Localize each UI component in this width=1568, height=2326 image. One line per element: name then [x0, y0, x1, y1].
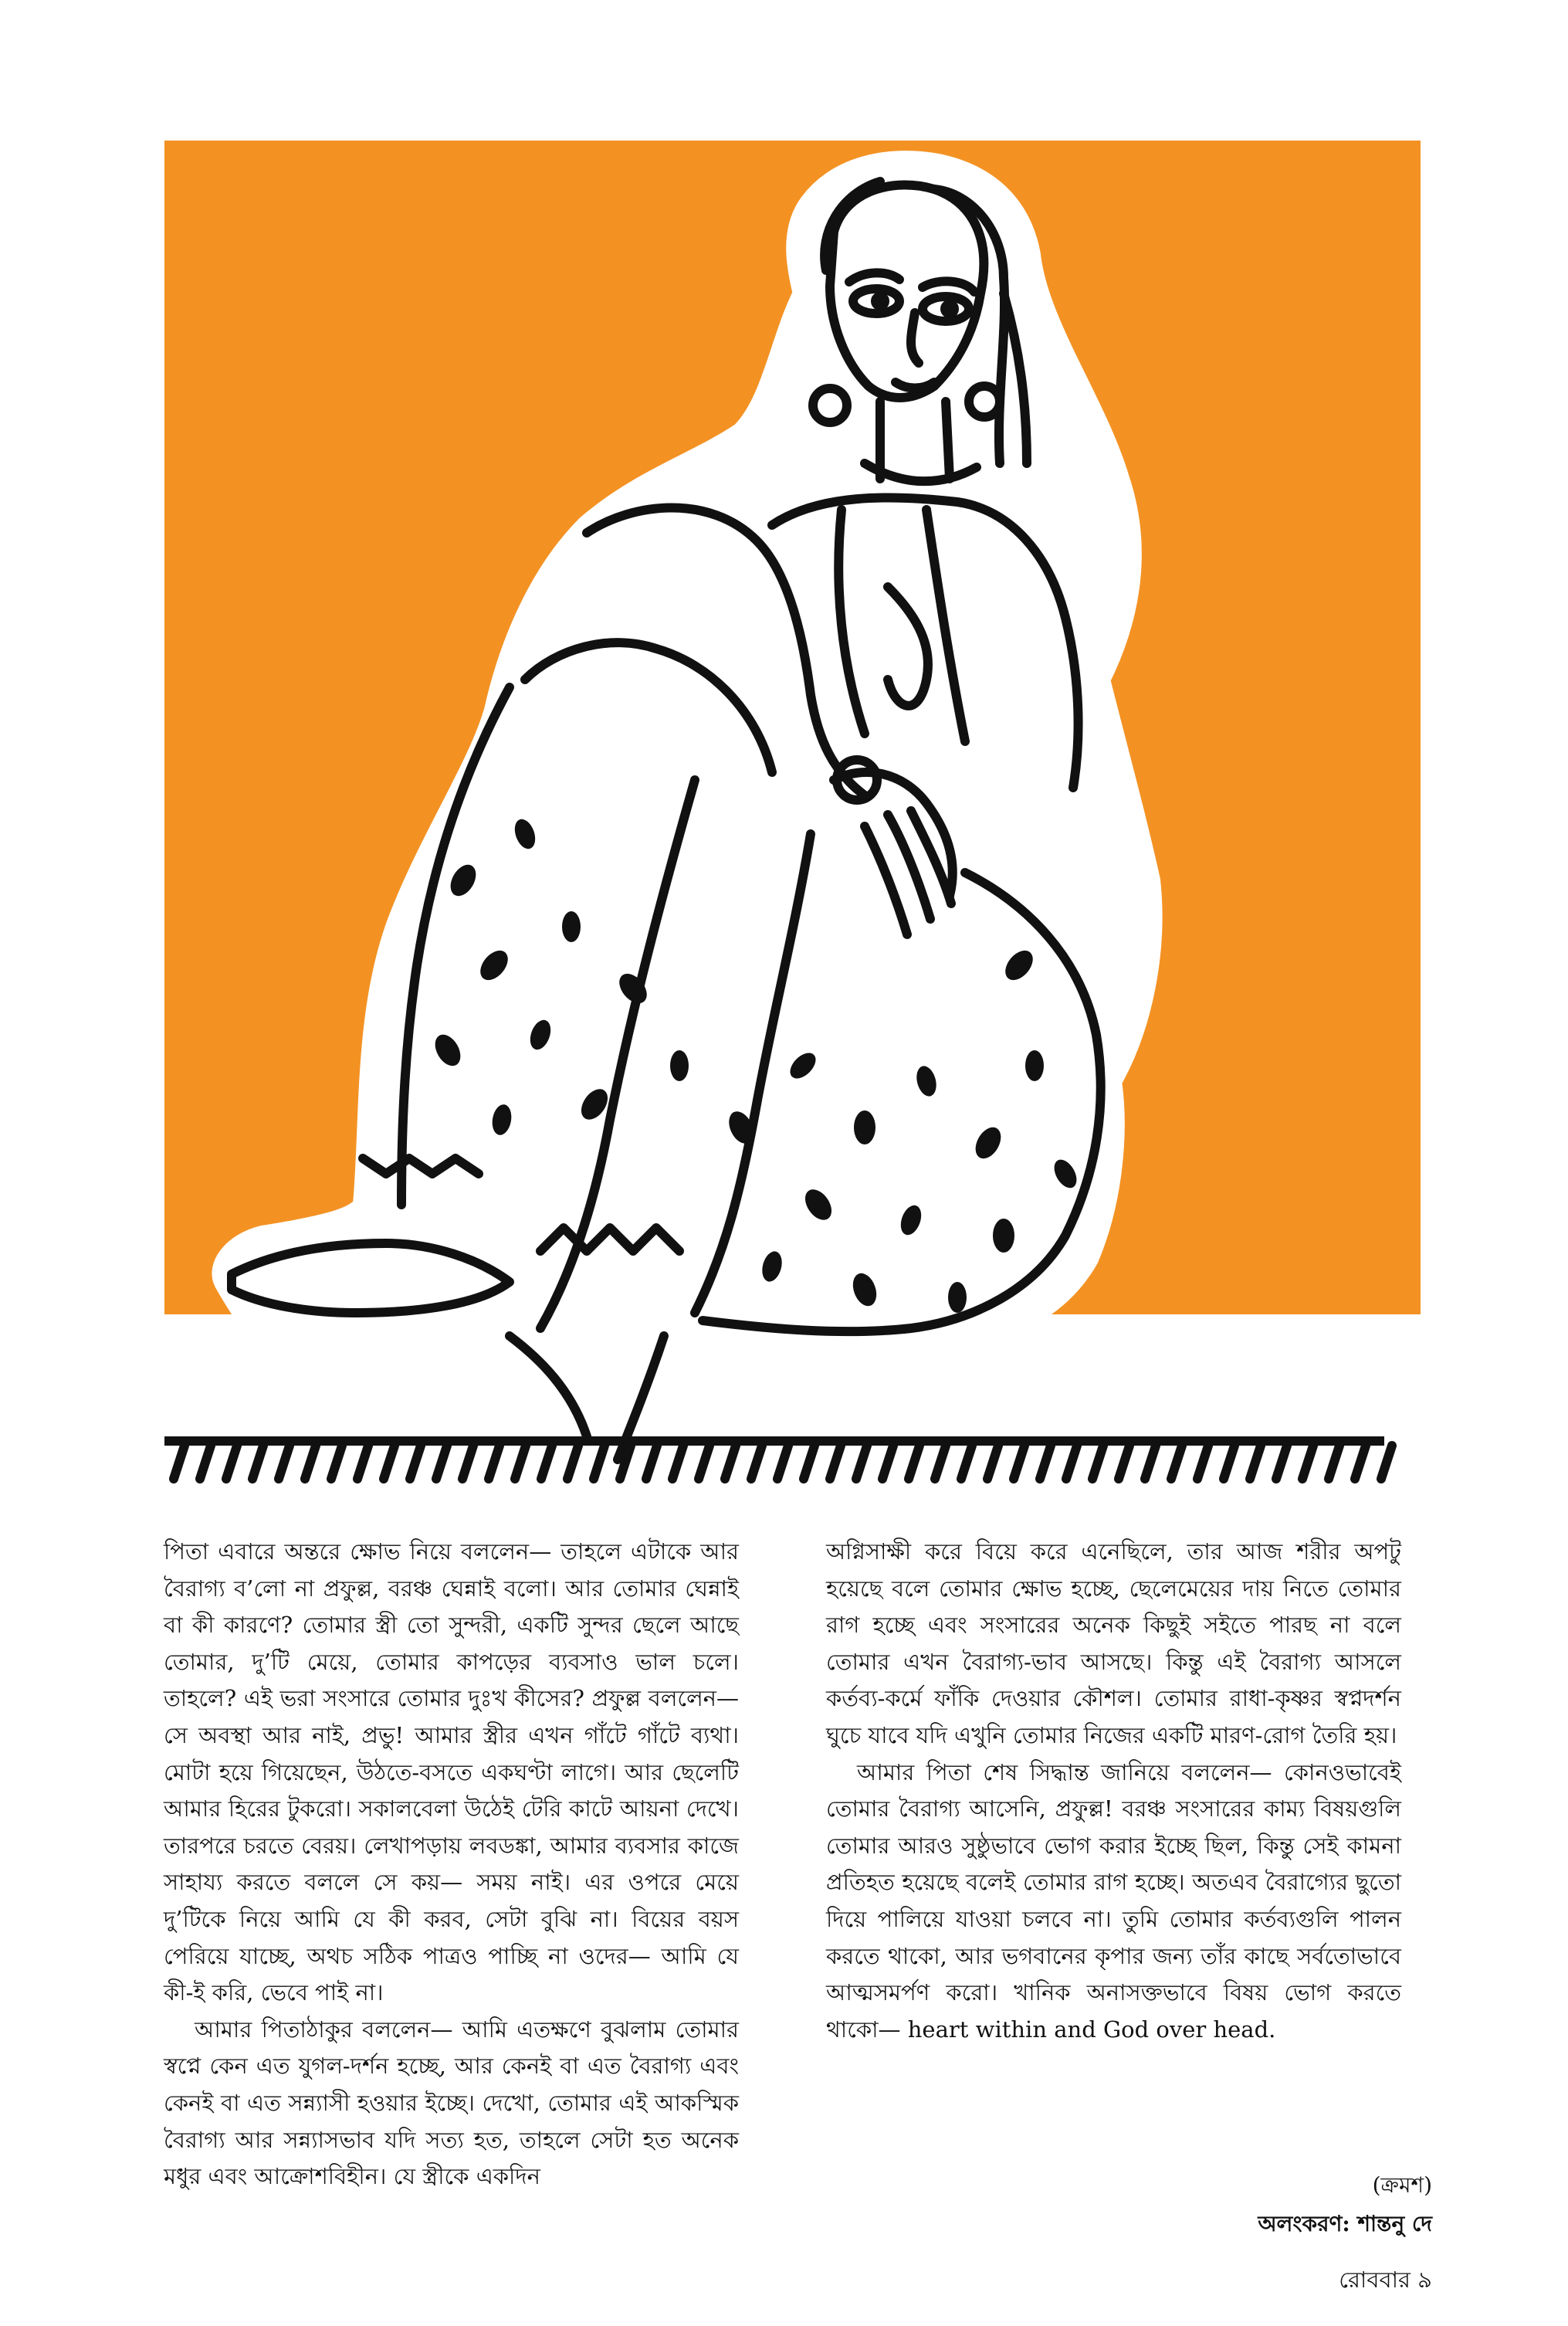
paragraph: আমার পিতা শেষ সিদ্ধান্ত জানিয়ে বললেন— কোনওভাবেই তোমার বৈরাগ্য আসেনি, প্রফুল্ল! বরঞ্চ সংসারের কাম্য বিষয়গুলি তোমার আরও সুষ্ঠুভাবে ভোগ করার ইচ্ছে ছিল, কিন্তু সেই কামনা প্রতিহত হয়েছে বলেই তোমার রাগ হচ্ছে। অতএব বৈরাগ্যের ছুতো দিয়ে পালিয়ে যাওয়া চলবে না। তুমি তোমার কর্তব্যগুলি পালন করতে থাকো, আর ভগবানের কৃপার জন্য তাঁর কাছে সর্বতোভাবে আত্মসমর্পণ করো। খানিক অনাসক্তভাবে বিষয় ভোগ করতে থাকো— heart within and God over head.: [826, 1758, 1401, 2043]
hatch-stroke: [672, 1446, 683, 1479]
page-label: রোববার ৯: [1339, 2267, 1432, 2293]
hatch-stroke: [987, 1446, 998, 1479]
hatch-stroke: [226, 1446, 237, 1479]
hatch-stroke: [909, 1446, 919, 1479]
hatch-stroke: [1119, 1446, 1129, 1479]
hatch-stroke: [856, 1446, 867, 1479]
hatch-stroke: [1171, 1446, 1182, 1479]
article-left-column: [164, 1534, 739, 2195]
hatch-stroke: [1040, 1446, 1051, 1479]
hatch-stroke: [252, 1446, 263, 1479]
illustration-credit: অলংকরণ: শান্তনু দে: [1258, 2211, 1432, 2236]
hatch-stroke: [777, 1446, 788, 1479]
hatch-stroke: [1145, 1446, 1156, 1479]
hatch-stroke: [725, 1446, 736, 1479]
hatch-stroke: [646, 1446, 657, 1479]
hatch-stroke: [1066, 1446, 1077, 1479]
hatch-stroke: [830, 1446, 841, 1479]
paragraph: অগ্নিসাক্ষী করে বিয়ে করে এনেছিলে, তার আজ শরীর অপটু হয়েছে বলে তোমার ক্ষোভ হচ্ছে, ছেলেমেয়ের দায় নিতে তোমার রাগ হচ্ছে এবং সংসারের অনেক কিছুই সইতে পারছ না বলে তোমার এখন বৈরাগ্য-ভাব আসছে। কিন্তু এই বৈরাগ্য আসলে কর্তব্য-কর্মে ফাঁকি দেওয়ার কৌশল। তোমার রাধা-কৃষ্ণর স্বপ্নদর্শন ঘুচে যাবে যদি এখুনি তোমার নিজের একটি মারণ-রোগ তৈরি হয়।: [826, 1538, 1401, 1748]
hatch-stroke: [1224, 1446, 1234, 1479]
hatch-stroke: [699, 1446, 709, 1479]
hatch-stroke: [1092, 1446, 1103, 1479]
hatch-stroke: [961, 1446, 972, 1479]
hatch-stroke: [935, 1446, 946, 1479]
hatch-stroke: [1329, 1446, 1339, 1479]
paragraph: পিতা এবারে অন্তরে ক্ষোভ নিয়ে বললেন— তাহলে এটাকে আর বৈরাগ্য ব’লো না প্রফুল্ল, বরঞ্চ ঘেন্নাই বলো। আর তোমার ঘেন্নাই বা কী কারণে? তোমার স্ত্রী তো সুন্দরী, একটি সুন্দর ছেলে আছে তোমার, দু’টি মেয়ে, তোমার কাপড়ের ব্যবসাও ভাল চলে। তাহলে? এই ভরা সংসারে তোমার দুঃখ কীসের? প্রফুল্ল বললেন— সে অবস্থা আর নাই, প্রভু! আমার স্ত্রীর এখন গাঁটে গাঁটে ব্যথা। মোটা হয়ে গিয়েছেন, উঠতে-বসতে একঘণ্টা লাগে। আর ছেলেটি আমার হিরের টুকরো। সকালবেলা উঠেই টেরি কাটে আয়না দেখে। তারপরে চরতে বেরয়। লেখাপড়ায় লবডঙ্কা, আমার ব্যবসার কাজে সাহায্য করতে বললে সে কয়— সময় নাই। এর ওপরে মেয়ে দু’টিকে নিয়ে আমি যে কী করব, সেটা বুঝি না। বিয়ের বয়স পেরিয়ে যাচ্ছে, অথচ সঠিক পাত্রও পাচ্ছি না ওদের— আমি যে কী-ই করি, ভেবে পাই না।: [164, 1538, 739, 2006]
continued-note: (ক্রমশ): [1372, 2172, 1432, 2198]
hatch-stroke: [804, 1446, 814, 1479]
article-right-column: [826, 1534, 1401, 2048]
hatch-stroke: [1250, 1446, 1261, 1479]
hatch-stroke: [305, 1446, 316, 1479]
paragraph: আমার পিতাঠাকুর বললেন— আমি এতক্ষণে বুঝলাম তোমার স্বপ্নে কেন এত যুগল-দর্শন হচ্ছে, আর কেনই বা এত বৈরাগ্য এবং কেনই বা এত সন্ন্যাসী হওয়ার ইচ্ছে। দেখো, তোমার এই আকস্মিক বৈরাগ্য আর সন্ন্যাসভাব যদি সত্য হত, তাহলে সেটা হত অনেক মধুর এবং আক্রোশবিহীন। যে স্ত্রীকে একদিন: [164, 2016, 739, 2190]
hatch-stroke: [1355, 1446, 1366, 1479]
hatch-stroke: [200, 1446, 211, 1479]
hatch-stroke: [1381, 1446, 1392, 1479]
hatch-stroke: [1197, 1446, 1208, 1479]
hatch-stroke: [1276, 1446, 1287, 1479]
hatch-stroke: [279, 1446, 290, 1479]
hatch-stroke: [1014, 1446, 1024, 1479]
hatch-stroke: [751, 1446, 762, 1479]
hatch-stroke: [1302, 1446, 1313, 1479]
hatch-stroke: [882, 1446, 893, 1479]
hatch-stroke: [174, 1446, 185, 1479]
